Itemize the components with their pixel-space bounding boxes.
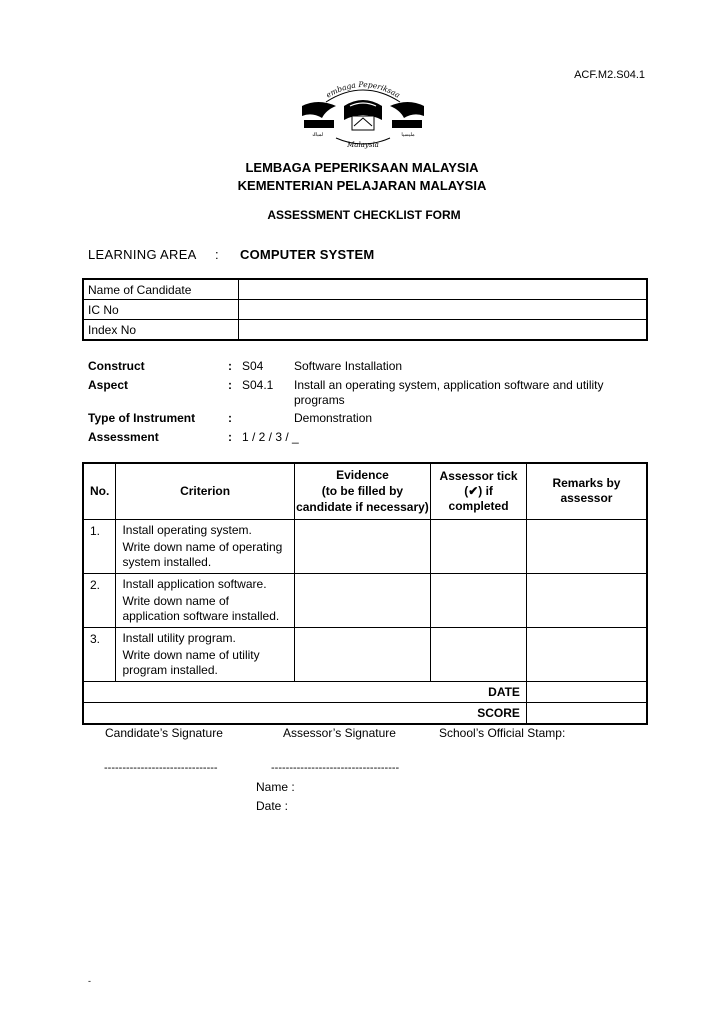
document-code: ACF.M2.S04.1 — [574, 69, 645, 81]
candidate-details-table — [82, 278, 648, 341]
school-stamp-label: School’s Official Stamp: — [439, 726, 566, 740]
ic-no-field[interactable] — [239, 300, 648, 320]
header-tick-line3: completed — [448, 498, 509, 513]
header-no: No. — [83, 463, 116, 519]
construct-value: Software Installation — [294, 359, 403, 373]
assessor-signature-line[interactable]: ----------------------------------- — [271, 762, 400, 774]
checklist-header-row — [83, 463, 647, 519]
checklist-table — [82, 462, 648, 725]
form-title: ASSESSMENT CHECKLIST FORM — [267, 208, 461, 222]
header-tick-line2: (✔) if — [464, 483, 493, 498]
header-remarks — [526, 463, 647, 519]
assessment-value: 1 / 2 / 3 / _ — [242, 430, 299, 444]
remarks-cell[interactable] — [526, 573, 647, 627]
candidate-signature-line[interactable]: ------------------------------- — [104, 762, 218, 774]
evidence-cell[interactable] — [294, 519, 430, 573]
assessment-label: Assessment — [88, 430, 159, 444]
candidate-name-row — [83, 279, 647, 300]
institution-name: LEMBAGA PEPERIKSAAN MALAYSIA — [245, 160, 479, 175]
construct-colon: : — [228, 359, 232, 373]
score-field[interactable] — [526, 702, 647, 724]
learning-area-colon: : — [215, 247, 219, 262]
index-no-field[interactable] — [239, 320, 648, 341]
assessor-tick-cell[interactable] — [431, 519, 527, 573]
header-tick-line1: Assessor tick — [439, 468, 518, 483]
remarks-cell[interactable] — [526, 627, 647, 681]
row-criterion — [116, 627, 294, 681]
instrument-colon: : — [228, 411, 232, 425]
date-field[interactable] — [526, 681, 647, 702]
table-row — [83, 627, 647, 681]
header-remarks-line2: assessor — [560, 491, 613, 506]
header-evidence-line2: (to be filled by — [321, 484, 404, 499]
aspect-label: Aspect — [88, 378, 129, 392]
row-note: Write down name of utility program installed. — [122, 647, 260, 677]
ic-no-row — [83, 300, 647, 320]
row-task: Install application software. — [122, 576, 267, 591]
svg-text:ﻣﻠﻴﺴﻴﺎ: ﻣﻠﻴﺴﻴﺎ — [401, 132, 415, 138]
svg-text:ﻟﻤﺒﺎݢ: ﻟﻤﺒﺎݢ — [312, 132, 324, 138]
aspect-code: S04.1 — [242, 378, 274, 392]
assessor-tick-cell[interactable] — [431, 573, 527, 627]
learning-area-label: LEARNING AREA — [88, 247, 197, 262]
score-label: SCORE — [83, 702, 526, 724]
instrument-value: Demonstration — [294, 411, 373, 425]
footer-mark: - — [88, 976, 91, 986]
assessment-colon: : — [228, 430, 232, 444]
score-row — [83, 702, 647, 724]
construct-code: S04 — [242, 359, 264, 373]
lembaga-emblem-logo — [296, 76, 430, 154]
remarks-cell[interactable] — [526, 519, 647, 573]
header-evidence-line1: Evidence — [336, 468, 389, 483]
index-no-row — [83, 320, 647, 341]
svg-text:Lembaga Peperiksaan: embaga Peperiksaa — [324, 79, 402, 100]
row-number: 2. — [83, 573, 116, 627]
table-row — [83, 519, 647, 573]
table-row — [83, 573, 647, 627]
header-assessor-tick — [431, 463, 527, 519]
svg-text:Malaysia: Malaysia — [347, 141, 379, 149]
header-criterion: Criterion — [116, 463, 294, 519]
candidate-signature-label: Candidate’s Signature — [105, 726, 223, 740]
learning-area-value: COMPUTER SYSTEM — [240, 247, 375, 262]
index-no-label: Index No — [83, 320, 239, 341]
header-evidence — [294, 463, 430, 519]
date-label: DATE — [83, 681, 526, 702]
row-criterion — [116, 573, 294, 627]
row-task: Install operating system. — [122, 522, 252, 537]
header-evidence-line3: candidate if necessary) — [296, 500, 429, 515]
row-note: Write down name of operating system installed. — [122, 539, 283, 569]
row-criterion — [116, 519, 294, 573]
aspect-value: Install an operating system, application software and utility programs — [294, 378, 604, 407]
instrument-label: Type of Instrument — [88, 411, 196, 425]
assessor-name-label: Name : — [256, 780, 295, 794]
evidence-cell[interactable] — [294, 627, 430, 681]
evidence-cell[interactable] — [294, 573, 430, 627]
candidate-name-field[interactable] — [239, 279, 648, 300]
construct-label: Construct — [88, 359, 145, 373]
assessor-date-label: Date : — [256, 799, 289, 813]
header-remarks-line1: Remarks by — [552, 476, 621, 491]
assessor-tick-cell[interactable] — [431, 627, 527, 681]
assessor-signature-label: Assessor’s Signature — [283, 726, 396, 740]
date-row — [83, 681, 647, 702]
ic-no-label: IC No — [83, 300, 239, 320]
row-number: 3. — [83, 627, 116, 681]
row-note: Write down name of application software installed. — [122, 593, 280, 623]
row-number: 1. — [83, 519, 116, 573]
ministry-name: KEMENTERIAN PELAJARAN MALAYSIA — [237, 178, 487, 193]
candidate-name-label: Name of Candidate — [83, 279, 239, 300]
aspect-colon: : — [228, 378, 232, 392]
row-task: Install utility program. — [122, 630, 236, 645]
